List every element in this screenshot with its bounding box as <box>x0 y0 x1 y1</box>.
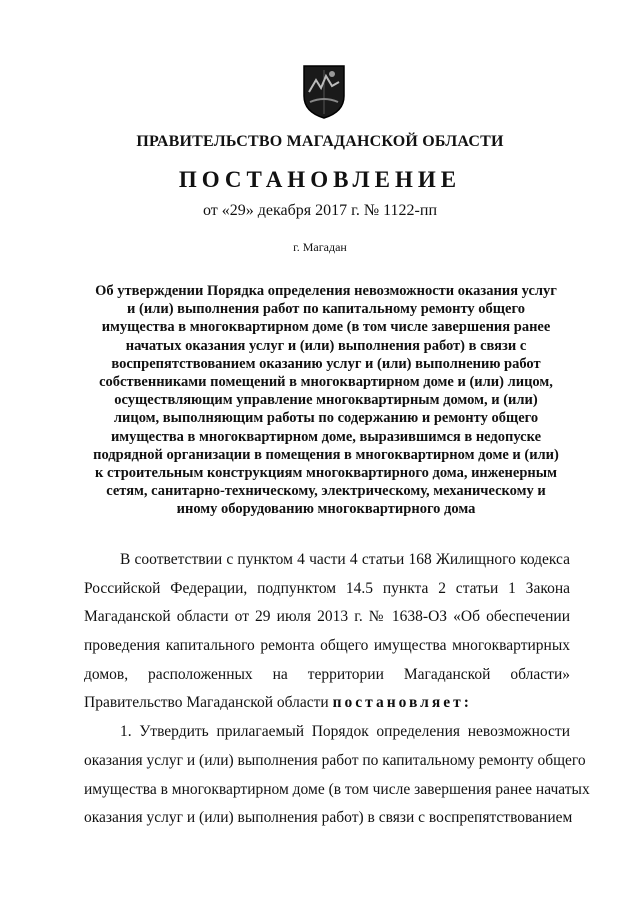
body-line: оказания услуг и (или) выполнения работ) в связи с воспрепятствованием <box>84 809 573 827</box>
resolution-keyword: постановляет: <box>332 694 472 712</box>
organization-name: ПРАВИТЕЛЬСТВО МАГАДАНСКОЙ ОБЛАСТИ <box>136 133 504 150</box>
body-line: В соответствии с пунктом 4 части 4 статьи 168 Жилищного кодекса <box>120 551 570 568</box>
title-line: имущества в многоквартирном доме (в том числе завершения ранее <box>101 319 551 336</box>
title-line: начатых оказания услуг и (или) выполнения работ) в связи с <box>125 337 527 354</box>
document-body <box>84 546 590 833</box>
document-city: г. Магадан <box>293 240 347 254</box>
document-title <box>78 282 574 519</box>
body-line: проведения капитального ремонта общего имущества многоквартирных <box>84 637 570 655</box>
title-line: иному оборудованию многоквартирного дома <box>176 501 476 518</box>
title-line: имущества в многоквартирном доме, выразившимся в недопуске <box>110 428 542 445</box>
body-line: Российской Федерации, подпунктом 14.5 пункта 2 статьи 1 Закона <box>84 579 570 597</box>
body-line: имущества в многоквартирном доме (в том числе завершения ранее начатых <box>84 780 590 798</box>
title-line: и (или) выполнения работ по капитальному ремонту общего <box>127 301 525 318</box>
body-line: оказания услуг и (или) выполнения работ по капитальному ремонту общего <box>84 751 586 769</box>
title-line: сетям, санитарно-техническому, электрическому, механическому и <box>106 483 546 500</box>
title-line: собственниками помещений в многоквартирном доме и (или) лицом, <box>99 374 553 391</box>
title-line: осуществляющим управление многоквартирным домом, и (или) <box>114 392 538 409</box>
paragraph-preamble <box>84 546 570 718</box>
body-line: Магаданской области от 29 июля 2013 г. № 1638-ОЗ «Об обеспечении <box>84 608 570 626</box>
title-line: подрядной организации в помещения в многоквартирном доме и (или) <box>93 446 559 463</box>
body-line: 1. Утвердить прилагаемый Порядок определения невозможности <box>120 723 570 741</box>
body-line <box>84 689 570 718</box>
title-line: лицом, выполняющим работы по содержанию и ремонту общего <box>113 410 539 427</box>
document-type: ПОСТАНОВЛЕНИЕ <box>178 167 462 192</box>
coat-of-arms-emblem <box>301 62 347 120</box>
document-date-number: от «29» декабря 2017 г. № 1122-пп <box>202 202 438 219</box>
paragraph-item-1 <box>84 718 590 833</box>
body-text: Правительство Магаданской области <box>84 694 329 712</box>
body-line: домов, расположенных на территории Магаданской области» <box>84 665 570 683</box>
title-line: воспрепятствованием оказанию услуг и (или) выполнению работ <box>111 355 541 372</box>
title-line: к строительным конструкциям многоквартирного дома, инженерным <box>95 465 557 482</box>
title-line: Об утверждении Порядка определения невозможности оказания услуг <box>95 283 557 299</box>
